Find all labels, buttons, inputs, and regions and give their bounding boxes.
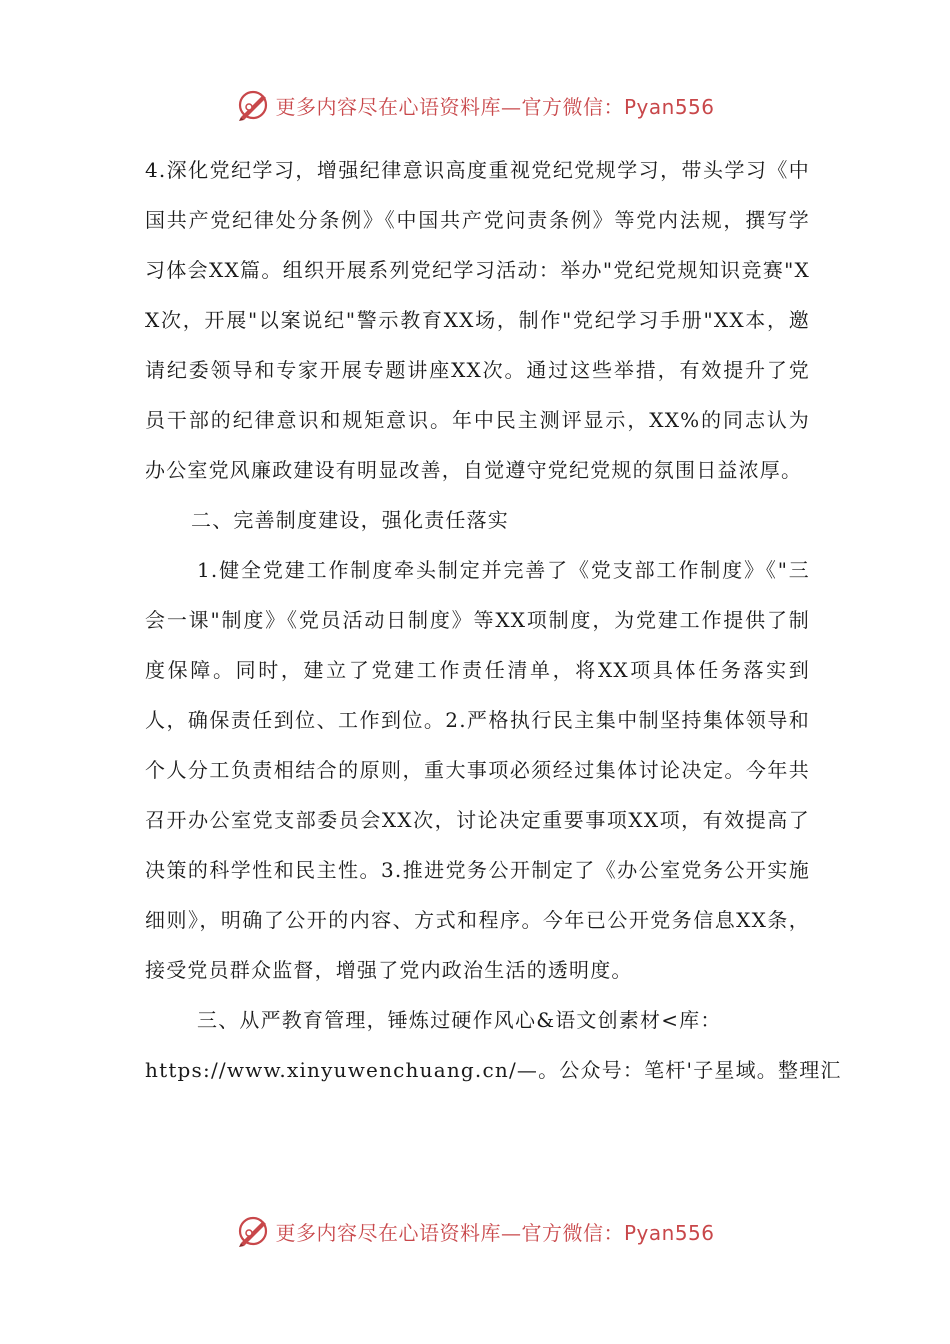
section-heading-2: 二、完善制度建设，强化责任落实 bbox=[191, 508, 509, 532]
paragraph-system-building: 1.健全党建工作制度牵头制定并完善了《党支部工作制度》《"三会一课"制度》《党员活动日制度》等XX项制度，为党建工作提供了制度保障。同时，建立了党建工作责任清单，将XX项具体任务落实到人，确保责任到位、工作到位。2.严格执行民主集中制坚持集体领导和个人分工负责相结合的原则，重大事项必须经过集体讨论决定。今年共召开办公室党支部委员会XX次，讨论决定重要事项XX项，有效提高了决策的科学性和民主性。3.推进党务公开制定了《办公室党务公开实施细则》，明确了公开的内容、方式和程序。今年已公开党务信息XX条，接受党员群众监督，增强了党内政治生活的透明度。 bbox=[145, 558, 810, 982]
wechat-id: Pyan556 bbox=[623, 94, 715, 119]
paragraph-source-link: https://www.xinyuwenchuang.cn/—。公众号：笔杆'子星域。整理汇 bbox=[145, 1058, 842, 1082]
section-heading-3: 三、从严教育管理，锤炼过硬作风心&语文创素材<库： bbox=[197, 1008, 722, 1032]
footer-watermark-banner bbox=[0, 1206, 950, 1256]
wechat-id: Pyan556 bbox=[623, 1220, 715, 1245]
document-body bbox=[145, 145, 842, 1095]
watermark-text: 更多内容尽在心语资料库—官方微信：Pyan556 bbox=[275, 94, 715, 119]
watermark-text: 更多内容尽在心语资料库—官方微信：Pyan556 bbox=[275, 1220, 715, 1245]
header-watermark-banner bbox=[0, 80, 950, 130]
paragraph-party-discipline: 4.深化党纪学习，增强纪律意识高度重视党纪党规学习，带头学习《中国共产党纪律处分条例》《中国共产党问责条例》等党内法规，撰写学习体会XX篇。组织开展系列党纪学习活动：举办"党纪党规知识竞赛"XX次，开展"以案说纪"警示教育XX场，制作"党纪学习手册"XX本，邀请纪委领导和专家开展专题讲座XX次。通过这些举措，有效提升了党员干部的纪律意识和规矩意识。年中民主测评显示，XX%的同志认为办公室党风廉政建设有明显改善，自觉遵守党纪党规的氛围日益浓厚。 bbox=[145, 158, 810, 482]
pen-logo-icon bbox=[235, 87, 271, 123]
pen-logo-icon bbox=[235, 1213, 271, 1249]
